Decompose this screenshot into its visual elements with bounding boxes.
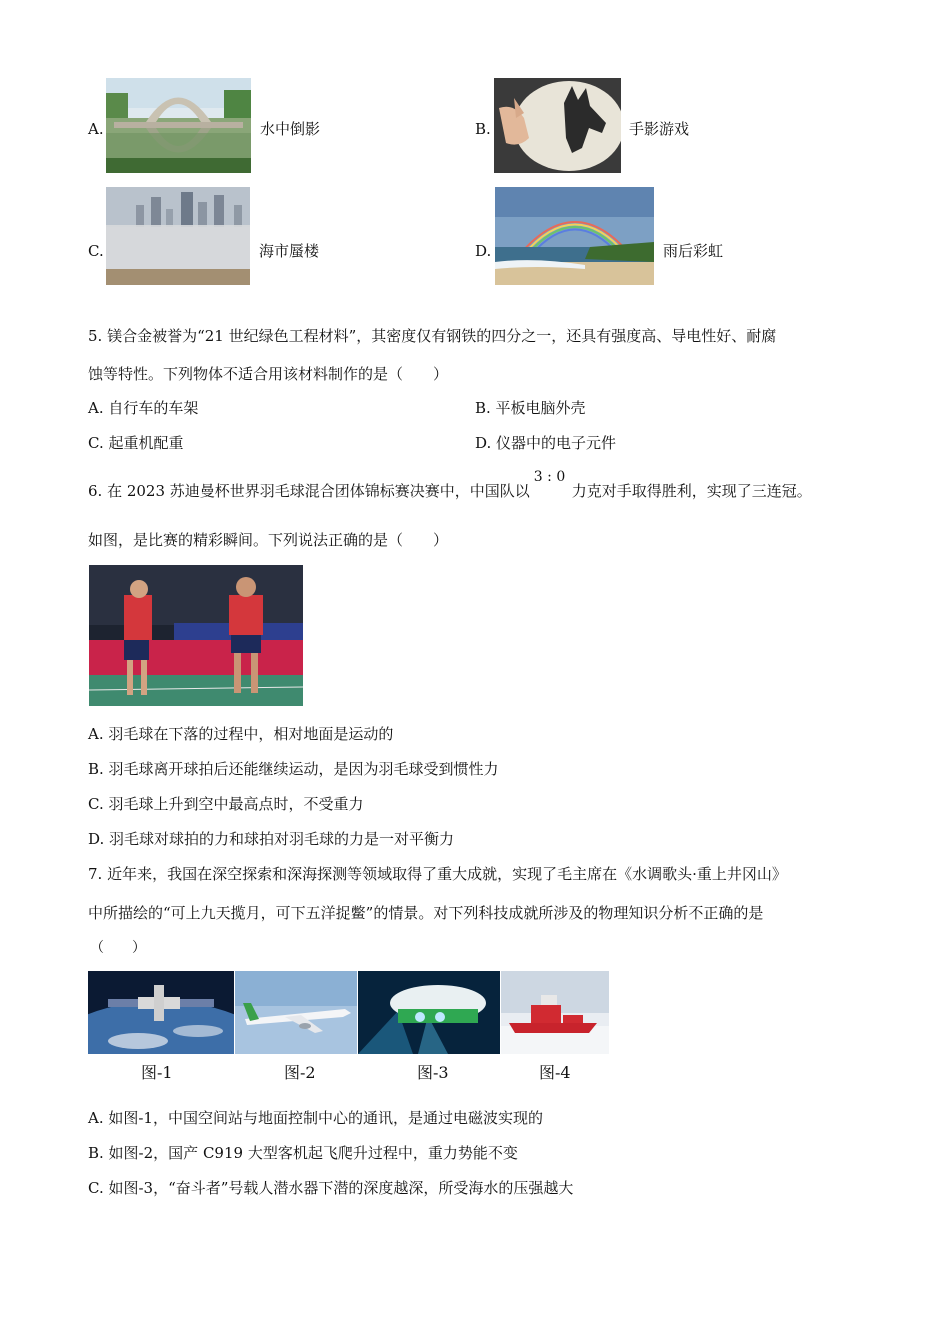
icebreaker-photo [501, 971, 609, 1054]
rainbow-photo [495, 187, 654, 285]
score: 3 : 0 [533, 469, 566, 485]
figure-label: 图-1 [141, 1063, 173, 1082]
option-c: C. 如图-3，“奋斗者”号载人潜水器下潜的深度越深，所受海水的压强越大 [88, 1179, 574, 1197]
option-c: C. 起重机配重 [88, 434, 184, 452]
option-c: C. 羽毛球上升到空中最高点时，不受重力 [88, 795, 364, 813]
hand-shadow-photo [494, 78, 621, 173]
option-b: B. 平板电脑外壳 [475, 399, 586, 417]
question-stem: 如图，是比赛的精彩瞬间。下列说法正确的是（ ） [88, 531, 449, 549]
option-letter: D. [475, 242, 492, 260]
stem-part: 力克对手取得胜利，实现了三连冠。 [571, 482, 812, 500]
question-stem: 7. 近年来，我国在深空探索和深海探测等领域取得了重大成就，实现了毛主席在《水调歌头·重上井冈山》 [88, 865, 787, 883]
badminton-photo [89, 565, 303, 706]
bridge-reflection-photo [106, 78, 251, 173]
c919-airplane-photo [235, 971, 357, 1054]
mirage-photo [106, 187, 250, 285]
option-a: A. 如图-1，中国空间站与地面控制中心的通讯，是通过电磁波实现的 [88, 1109, 543, 1127]
option-d: D. 仪器中的电子元件 [475, 434, 617, 452]
option-caption: 手影游戏 [629, 120, 690, 138]
figure-label: 图-3 [417, 1063, 449, 1082]
space-station-photo [88, 971, 234, 1054]
figure-label: 图-4 [539, 1063, 571, 1082]
score-box [530, 469, 572, 501]
option-caption: 海市蜃楼 [259, 242, 320, 260]
question-stem: 蚀等特性。下列物体不适合用该材料制作的是（ ） [88, 365, 449, 383]
question-stem: 5. 镁合金被誉为“21 世纪绿色工程材料”，其密度仅有钢铁的四分之一，还具有强度高、导电性好、耐腐 [88, 327, 777, 345]
option-caption: 雨后彩虹 [663, 242, 724, 260]
option-b: B. 如图-2，国产 C919 大型客机起飞爬升过程中，重力势能不变 [88, 1144, 518, 1162]
question-stem [88, 469, 812, 501]
option-letter: C. [88, 242, 104, 260]
option-d: D. 羽毛球对球拍的力和球拍对羽毛球的力是一对平衡力 [88, 830, 455, 848]
option-letter: B. [475, 120, 491, 138]
question-stem: 中所描绘的“可上九天揽月，可下五洋捉鳖”的情景。对下列科技成就所涉及的物理知识分析不正确的是 [88, 904, 764, 922]
option-b: B. 羽毛球离开球拍后还能继续运动，是因为羽毛球受到惯性力 [88, 760, 499, 778]
option-letter: A. [88, 120, 104, 138]
option-a: A. 自行车的车架 [88, 399, 199, 417]
stem-part: 6. 在 2023 苏迪曼杯世界羽毛球混合团体锦标赛决赛中，中国队以 [88, 482, 530, 500]
option-caption: 水中倒影 [260, 120, 321, 138]
option-a: A. 羽毛球在下落的过程中，相对地面是运动的 [88, 725, 394, 743]
figure-label: 图-2 [284, 1063, 316, 1082]
question-stem: （ ） [90, 940, 146, 956]
submersible-photo [358, 971, 500, 1054]
